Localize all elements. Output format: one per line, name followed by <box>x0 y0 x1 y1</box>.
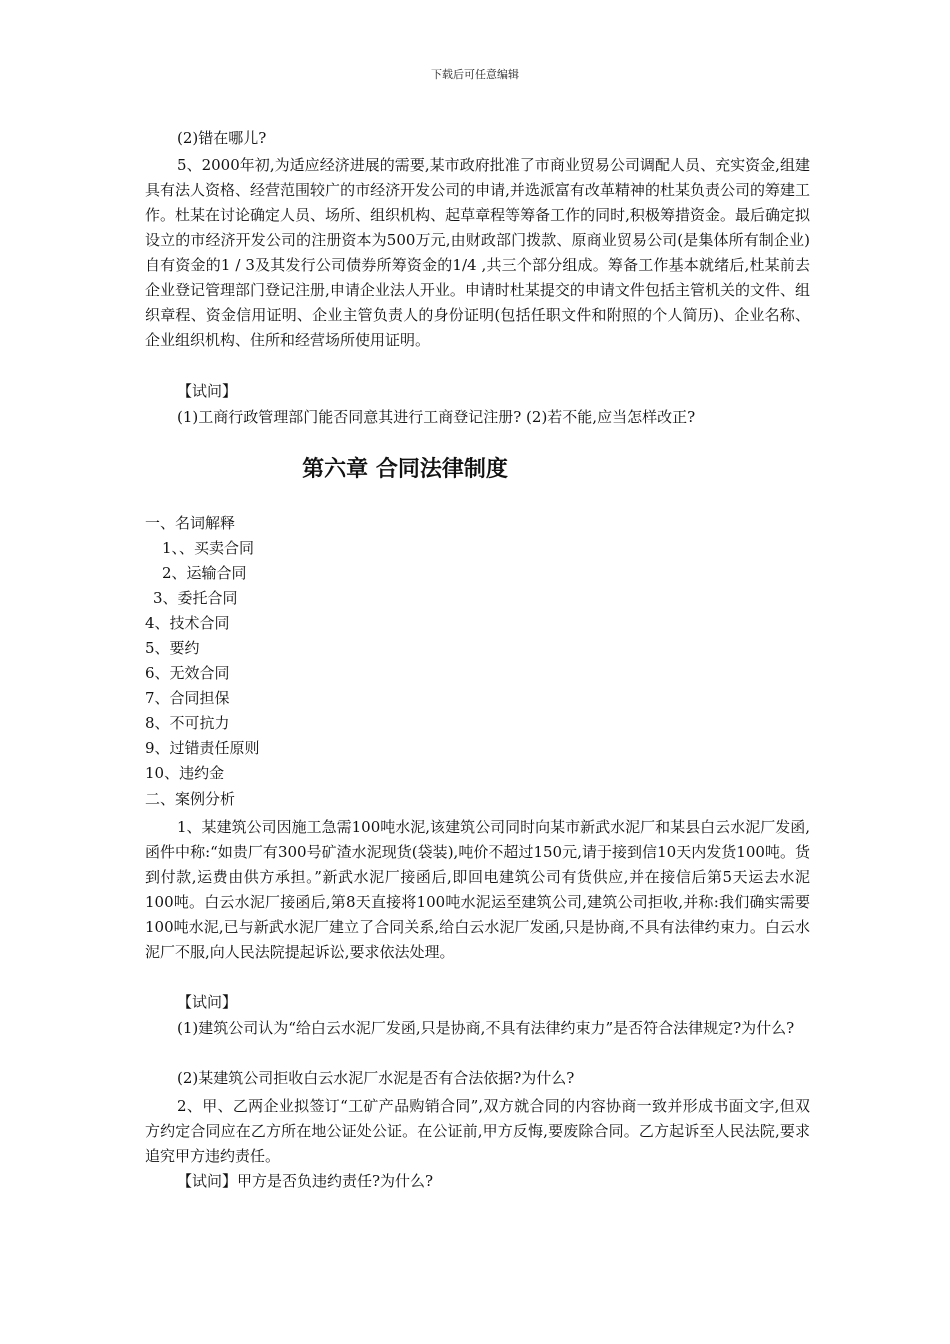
case-5-questions: (1)工商行政管理部门能否同意其进行工商登记注册? (2)若不能,应当怎样改正? <box>177 408 696 426</box>
term-item: 2、运输合同 <box>162 564 247 582</box>
term-item: 10、违约金 <box>145 764 225 782</box>
case-2-paragraph: 2、甲、乙两企业拟签订“工矿产品购销合同”,双方就合同的内容协商一致并形成书面文字,但双方约定合同应在乙方所在地公证处公证。在公证前,甲方反悔,要废除合同。乙方起诉至人民法院,要求追究甲方违约责任。 <box>145 1097 810 1165</box>
term-item: 6、无效合同 <box>145 664 230 682</box>
ask-label: 【试问】 <box>177 382 238 400</box>
term-item: 8、不可抗力 <box>145 714 230 732</box>
section-heading-cases: 二、案例分析 <box>145 790 236 808</box>
term-item: 3、委托合同 <box>153 589 238 607</box>
case-2-question: 【试问】甲方是否负违约责任?为什么? <box>177 1172 434 1190</box>
case-5-paragraph: 5、2000年初,为适应经济进展的需要,某市政府批准了市商业贸易公司调配人员、充实资金,组建具有法人资格、经营范围较广的市经济开发公司的申请,并选派富有改革精神的杜某负责公司的筹建工作。杜某在讨论确定人员、场所、组织机构、起草章程等筹备工作的同时,积极筹措资金。最后确定拟设立的市经济开发公司的注册资本为500万元,由财政部门拨款、原商业贸易公司(是集体所有制企业)自有资金的1 / 3及其发行公司债券所筹资金的1/4 ,共三个部分组成。筹备工作基本就绪后,杜某前去企业登记管理部门登记注册,申请企业法人开业。申请时杜某提交的申请文件包括主管机关的文件、组织章程、资金信用证明、企业主管负责人的身份证明(包括任职文件和附照的个人简历)、企业名称、企业组织机构、住所和经营场所使用证明。 <box>145 156 810 349</box>
question-2: (2)错在哪儿? <box>177 129 267 147</box>
term-item: 1、、买卖合同 <box>162 539 255 557</box>
page-header: 下载后可任意编辑 <box>431 68 519 81</box>
term-item: 9、过错责任原则 <box>145 739 260 757</box>
case-1-ask-label: 【试问】 <box>177 993 238 1011</box>
section-heading-terms: 一、名词解释 <box>145 514 236 532</box>
case-1-paragraph: 1、某建筑公司因施工急需100吨水泥,该建筑公司同时向某市新武水泥厂和某县白云水泥厂发函,函件中称:“如贵厂有300号矿渣水泥现货(袋装),吨价不超过150元,请于接到信10天内发货100吨。货到付款,运费由供方承担。”新武水泥厂接函后,即回电建筑公司有货供应,并在接信后第5天运去水泥100吨。白云水泥厂接函后,第8天直接将100吨水泥运至建筑公司,建筑公司拒收,并称:我们确实需要100吨水泥,已与新武水泥厂建立了合同关系,给白云水泥厂发函,只是协商,不具有法律约束力。白云水泥厂不服,向人民法院提起诉讼,要求依法处理。 <box>145 818 810 961</box>
case-1-question-2: (2)某建筑公司拒收白云水泥厂水泥是否有合法依据?为什么? <box>177 1069 575 1087</box>
term-item: 5、要约 <box>145 639 200 657</box>
term-item: 4、技术合同 <box>145 614 230 632</box>
case-1-question-1: (1)建筑公司认为“给白云水泥厂发函,只是协商,不具有法律约束力”是否符合法律规定?为什么? <box>177 1019 795 1037</box>
chapter-title: 第六章 合同法律制度 <box>302 457 508 482</box>
term-item: 7、合同担保 <box>145 689 230 707</box>
